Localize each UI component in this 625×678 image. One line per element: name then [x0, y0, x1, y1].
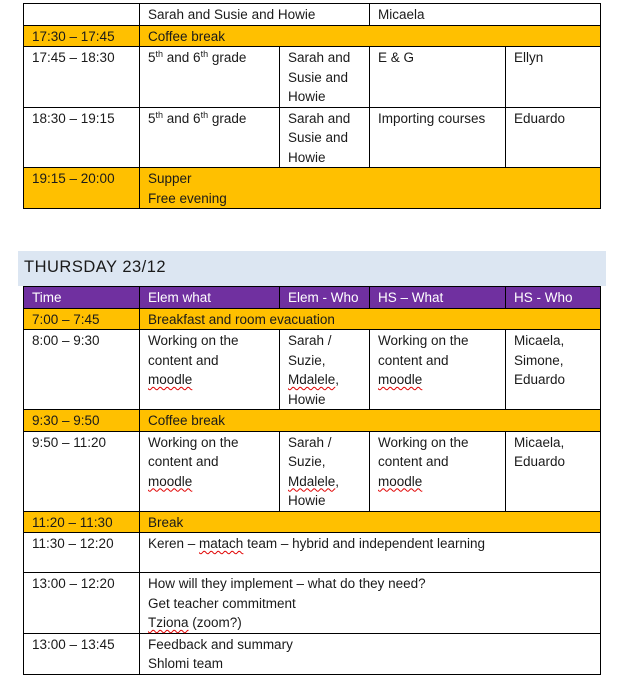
table-row-break [24, 25, 601, 47]
elem-what-cell: Working on the content and moodle [140, 330, 280, 410]
elem-what-cell: 5th and 6th grade [140, 107, 280, 168]
hs-who-cell: Micaela [370, 4, 601, 26]
table-row-break [24, 511, 601, 533]
day-heading: THURSDAY 23/12 [18, 251, 606, 286]
elem-who-cell: Sarah and Susie and Howie [280, 107, 370, 168]
activity-cell: Feedback and summary Shlomi team [140, 633, 601, 674]
time-cell: 11:30 – 12:20 [24, 533, 140, 573]
hs-who-cell: Micaela, Eduardo [506, 431, 601, 511]
elem-what-cell: Working on the content and moodle [140, 431, 280, 511]
schedule-table-thursday [23, 286, 601, 675]
time-cell: 9:50 – 11:20 [24, 431, 140, 511]
table-row [24, 633, 601, 674]
time-cell: 8:00 – 9:30 [24, 330, 140, 410]
hs-what-cell: E & G [370, 47, 506, 108]
time-cell: 17:45 – 18:30 [24, 47, 140, 108]
time-cell: 17:30 – 17:45 [24, 25, 140, 47]
hs-who-cell: Eduardo [506, 107, 601, 168]
table-header-row [24, 287, 601, 309]
table-row-break [24, 168, 601, 209]
elem-who-cell: Sarah and Susie and Howie [140, 4, 370, 26]
activity-cell: Supper Free evening [140, 168, 601, 209]
table-row-break [24, 410, 601, 432]
table-row [24, 431, 601, 511]
table-row [24, 573, 601, 634]
elem-who-cell: Sarah / Suzie, Mdalele, Howie [280, 330, 370, 410]
schedule-table-previous-day [23, 3, 601, 209]
hs-what-cell: Working on the content and moodle [370, 431, 506, 511]
time-cell: 9:30 – 9:50 [24, 410, 140, 432]
activity-cell: How will they implement – what do they need? Get teacher commitment Tziona (zoom?) [140, 573, 601, 634]
table-row-break [24, 308, 601, 330]
hs-what-cell: Importing courses [370, 107, 506, 168]
table-row [24, 47, 601, 108]
time-cell: 19:15 – 20:00 [24, 168, 140, 209]
hs-who-cell: Ellyn [506, 47, 601, 108]
time-cell: 18:30 – 19:15 [24, 107, 140, 168]
column-header-hs-who: HS - Who [506, 287, 601, 309]
activity-cell: Coffee break [140, 25, 601, 47]
activity-cell: Coffee break [140, 410, 601, 432]
column-header-elem-who: Elem - Who [280, 287, 370, 309]
table-row [24, 533, 601, 573]
table-row [24, 4, 601, 26]
column-header-elem-what: Elem what [140, 287, 280, 309]
activity-cell: Breakfast and room evacuation [140, 308, 601, 330]
column-header-time: Time [24, 287, 140, 309]
table-row [24, 107, 601, 168]
column-header-hs-what: HS – What [370, 287, 506, 309]
hs-what-cell: Working on the content and moodle [370, 330, 506, 410]
hs-who-cell: Micaela, Simone, Eduardo [506, 330, 601, 410]
table-row [24, 330, 601, 410]
activity-cell: Break [140, 511, 601, 533]
elem-who-cell: Sarah and Susie and Howie [280, 47, 370, 108]
activity-cell: Keren – matach team – hybrid and independent learning [140, 533, 601, 573]
time-cell: 13:00 – 12:20 [24, 573, 140, 634]
elem-who-cell: Sarah / Suzie, Mdalele, Howie [280, 431, 370, 511]
time-cell: 11:20 – 11:30 [24, 511, 140, 533]
elem-what-cell: 5th and 6th grade [140, 47, 280, 108]
time-cell [24, 4, 140, 26]
time-cell: 7:00 – 7:45 [24, 308, 140, 330]
time-cell: 13:00 – 13:45 [24, 633, 140, 674]
